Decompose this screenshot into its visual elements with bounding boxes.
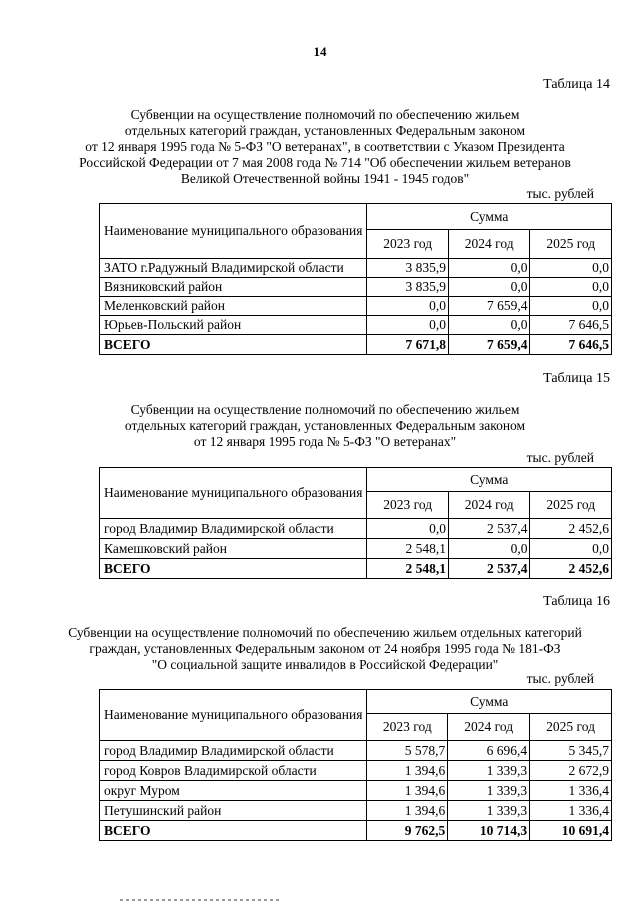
row-name: Камешковский район [100, 539, 367, 559]
total-value: 2 452,6 [530, 559, 612, 579]
row-value: 0,0 [448, 539, 530, 559]
title-line: Субвенции на осуществление полномочий по обеспечению жильем отдельных категорий [68, 625, 582, 640]
row-value: 0,0 [530, 278, 612, 297]
row-value: 5 345,7 [530, 741, 612, 761]
title-line: от 12 января 1995 года № 5-ФЗ "О ветеранах", в соответствии с Указом Президента [85, 139, 565, 154]
table-title [60, 107, 590, 187]
total-value: 2 537,4 [448, 559, 530, 579]
row-name: город Ковров Владимирской области [100, 761, 367, 781]
total-label: ВСЕГО [100, 559, 367, 579]
total-value: 10 691,4 [530, 821, 612, 841]
table-row [100, 519, 612, 539]
row-value: 1 339,3 [448, 761, 530, 781]
row-value: 7 659,4 [448, 297, 530, 316]
units-label: тыс. рублей [526, 450, 594, 465]
scan-artifact [120, 899, 280, 901]
total-row [100, 335, 612, 355]
column-header-name: Наименование муниципального образования [100, 204, 367, 259]
title-line: отдельных категорий граждан, установленных Федеральным законом [124, 123, 526, 138]
row-value: 0,0 [448, 316, 530, 335]
row-value: 0,0 [530, 259, 612, 278]
row-value: 1 339,3 [448, 781, 530, 801]
row-value: 2 672,9 [530, 761, 612, 781]
row-name: Юрьев-Польский район [100, 316, 367, 335]
table-row [100, 741, 612, 761]
title-line: Субвенции на осуществление полномочий по обеспечению жильем [130, 402, 520, 417]
table-row [100, 316, 612, 335]
row-value: 3 835,9 [367, 278, 449, 297]
row-value: 0,0 [530, 297, 612, 316]
column-header-year: 2023 год [367, 492, 449, 519]
column-header-sum: Сумма [367, 468, 612, 492]
row-value: 1 336,4 [530, 781, 612, 801]
row-value: 1 394,6 [367, 781, 448, 801]
title-line: граждан, установленных Федеральным законом от 24 ноября 1995 года № 181-ФЗ [89, 641, 561, 656]
table-row [100, 259, 612, 278]
total-value: 7 646,5 [530, 335, 612, 355]
total-row [100, 559, 612, 579]
row-value: 2 537,4 [448, 519, 530, 539]
row-value: 5 578,7 [367, 741, 448, 761]
title-line: Российской Федерации от 7 мая 2008 года № 714 "Об обеспечении жильем ветеранов [79, 155, 571, 170]
row-value: 0,0 [448, 278, 530, 297]
table-title [60, 625, 590, 673]
column-header-year: 2024 год [448, 230, 530, 259]
total-value: 9 762,5 [367, 821, 448, 841]
total-row [100, 821, 612, 841]
column-header-year: 2024 год [448, 492, 530, 519]
subsidy-table [99, 689, 612, 841]
table-row [100, 278, 612, 297]
table-row [100, 801, 612, 821]
title-line: "О социальной защите инвалидов в Российской Федерации" [151, 657, 499, 672]
table-row [100, 539, 612, 559]
total-value: 2 548,1 [367, 559, 449, 579]
table-label: Таблица 16 [543, 594, 610, 609]
title-line: Великой Отечественной войны 1941 - 1945 годов" [180, 171, 470, 186]
column-header-year: 2024 год [448, 714, 530, 741]
total-label: ВСЕГО [100, 335, 367, 355]
total-label: ВСЕГО [100, 821, 367, 841]
column-header-name: Наименование муниципального образования [100, 468, 367, 519]
total-value: 7 659,4 [448, 335, 530, 355]
subsidy-table [99, 467, 612, 579]
row-value: 6 696,4 [448, 741, 530, 761]
row-value: 2 452,6 [530, 519, 612, 539]
column-header-year: 2025 год [530, 714, 612, 741]
column-header-year: 2025 год [530, 230, 612, 259]
row-name: Петушинский район [100, 801, 367, 821]
row-value: 1 394,6 [367, 801, 448, 821]
subsidy-table [99, 203, 612, 355]
row-value: 7 646,5 [530, 316, 612, 335]
row-value: 1 339,3 [448, 801, 530, 821]
row-name: город Владимир Владимирской области [100, 741, 367, 761]
row-name: округ Муром [100, 781, 367, 801]
table-label: Таблица 15 [543, 371, 610, 386]
row-value: 0,0 [367, 297, 449, 316]
table-row [100, 297, 612, 316]
row-value: 0,0 [367, 316, 449, 335]
total-value: 7 671,8 [367, 335, 449, 355]
row-value: 0,0 [367, 519, 449, 539]
title-line: отдельных категорий граждан, установленных Федеральным законом [124, 418, 526, 433]
row-value: 3 835,9 [367, 259, 449, 278]
row-value: 1 394,6 [367, 761, 448, 781]
title-line: Субвенции на осуществление полномочий по обеспечению жильем [130, 107, 520, 122]
row-value: 1 336,4 [530, 801, 612, 821]
row-name: Вязниковский район [100, 278, 367, 297]
page-number: 14 [313, 44, 327, 59]
table-title [60, 402, 590, 450]
row-name: Меленковский район [100, 297, 367, 316]
total-value: 10 714,3 [448, 821, 530, 841]
title-line: от 12 января 1995 года № 5-ФЗ "О ветеранах" [193, 434, 457, 449]
column-header-sum: Сумма [367, 690, 612, 714]
column-header-year: 2023 год [367, 714, 448, 741]
table-row [100, 781, 612, 801]
column-header-name: Наименование муниципального образования [100, 690, 367, 741]
row-name: ЗАТО г.Радужный Владимирской области [100, 259, 367, 278]
column-header-sum: Сумма [367, 204, 612, 230]
row-value: 2 548,1 [367, 539, 449, 559]
units-label: тыс. рублей [526, 186, 594, 201]
table-row [100, 761, 612, 781]
row-value: 0,0 [530, 539, 612, 559]
column-header-year: 2023 год [367, 230, 449, 259]
table-label: Таблица 14 [543, 77, 610, 92]
row-name: город Владимир Владимирской области [100, 519, 367, 539]
row-value: 0,0 [448, 259, 530, 278]
column-header-year: 2025 год [530, 492, 612, 519]
units-label: тыс. рублей [526, 671, 594, 686]
